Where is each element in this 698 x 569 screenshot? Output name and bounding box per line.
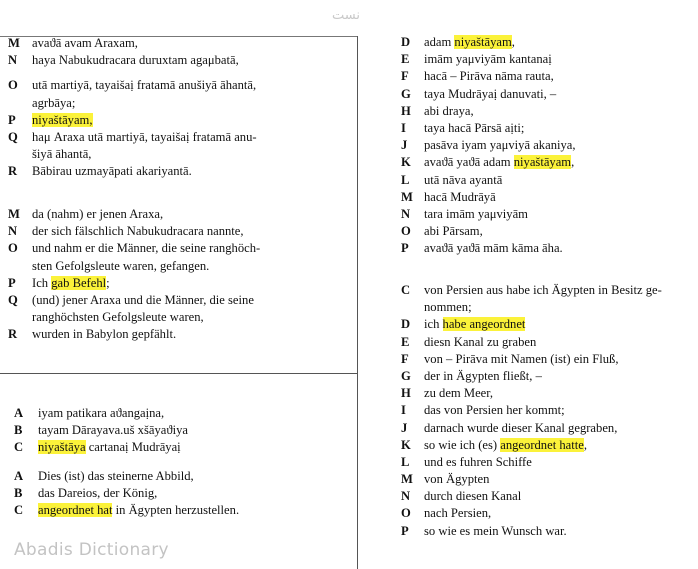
- line-content: zu dem Meer,: [424, 386, 494, 401]
- line-text: [424, 206, 528, 223]
- line-text: [32, 309, 204, 326]
- line-text: [424, 120, 524, 137]
- line-content: der in Ägypten fließt, –: [424, 368, 542, 383]
- line-text: [38, 485, 157, 502]
- line-content: Dies (ist) das steinerne Abbild,: [38, 469, 194, 483]
- line-letter: C: [14, 440, 24, 455]
- line-letter: M: [401, 189, 413, 204]
- line-text: [32, 35, 138, 52]
- line-letter: N: [401, 206, 411, 221]
- line-text: [424, 454, 532, 471]
- text-before-highlight: Ich: [32, 275, 52, 290]
- line-content: von Persien aus habe ich Ägypten in Besitz ge-: [424, 283, 662, 297]
- line-content: abi Pārsam,: [424, 224, 483, 239]
- line-content: tayam Dārayava.uš xšāyaϑiya: [38, 423, 188, 438]
- line-text: [424, 137, 576, 154]
- highlighted-term: habe angeordnet: [442, 317, 526, 332]
- line-letter: Q: [8, 292, 18, 307]
- line-text: [32, 223, 244, 240]
- line-content: hacā – Pirāva nāma rauta,: [424, 69, 554, 84]
- highlighted-term: niyaštāyam: [513, 155, 572, 170]
- line-content: das Dareios, der König,: [38, 486, 158, 501]
- line-letter: D: [401, 317, 411, 332]
- line-letter: A: [14, 469, 24, 483]
- line-letter: O: [401, 506, 411, 521]
- line-content: der sich fälschlich Nabukudracara nannte,: [32, 224, 244, 239]
- line-letter: L: [401, 172, 410, 187]
- text-after-highlight: ;: [106, 275, 110, 290]
- line-text: [424, 154, 574, 171]
- line-content: Bābirau uzmayāpati akariyantā.: [32, 164, 192, 179]
- highlighted-term: gab Befehl: [51, 275, 107, 290]
- line-text: [38, 502, 239, 519]
- line-letter: E: [401, 334, 410, 349]
- line-letter: B: [14, 423, 23, 438]
- line-text: [424, 505, 491, 522]
- line-content: (und) jener Araxa und die Männer, die seine: [32, 292, 254, 307]
- line-text: [424, 172, 502, 189]
- line-letter: N: [8, 53, 18, 68]
- line-content: haya Nabukudracara duruxtam agaμbatā,: [32, 53, 239, 68]
- line-content: utā nāva ayantā: [424, 172, 503, 187]
- line-text: [32, 292, 254, 309]
- line-text: [424, 385, 493, 402]
- line-letter: A: [14, 406, 24, 420]
- line-text: [32, 206, 163, 223]
- line-letter: L: [401, 454, 410, 469]
- line-letter: P: [401, 523, 409, 538]
- line-content: von Ägypten: [424, 472, 490, 487]
- line-letter: C: [14, 503, 24, 518]
- line-text: [424, 368, 542, 385]
- line-text: [32, 112, 93, 129]
- line-text: [32, 52, 239, 69]
- line-text: [424, 240, 563, 257]
- highlighted-term: niyaštāyam,: [32, 112, 93, 127]
- line-letter: N: [401, 489, 411, 504]
- line-text: [38, 405, 164, 422]
- line-content: šiyā āhantā,: [32, 147, 92, 162]
- line-letter: H: [401, 103, 411, 118]
- text-before-highlight: ich: [424, 317, 443, 332]
- text-after-highlight: in Ägypten herzustellen.: [112, 503, 240, 518]
- line-text: [424, 316, 525, 333]
- text-after-highlight: ,: [583, 437, 587, 452]
- line-text: [32, 326, 176, 343]
- line-letter: G: [401, 368, 411, 383]
- line-letter: B: [14, 486, 23, 501]
- line-text: [424, 299, 472, 316]
- line-letter: J: [401, 420, 408, 435]
- text-before-highlight: adam: [424, 35, 455, 49]
- line-letter: C: [401, 283, 411, 297]
- line-letter: H: [401, 386, 411, 401]
- line-letter: M: [8, 36, 20, 50]
- line-letter: Q: [8, 129, 18, 144]
- line-content: so wie es mein Wunsch war.: [424, 523, 567, 538]
- line-content: pasāva iyam yaμviyā akaniya,: [424, 138, 576, 153]
- highlighted-term: angeordnet hatte: [500, 437, 584, 452]
- line-letter: K: [401, 155, 411, 170]
- text-after-highlight: ,: [511, 35, 515, 49]
- line-content: avaϑā yaϑā mām kāma āha.: [424, 241, 563, 256]
- line-content: avaϑā avam Araxam,: [32, 36, 138, 50]
- line-text: [32, 146, 91, 163]
- line-text: [424, 223, 483, 240]
- line-content: da (nahm) er jenen Araxa,: [32, 207, 164, 221]
- line-text: [424, 34, 515, 51]
- text-after-highlight: ,: [571, 155, 575, 170]
- line-content: imām yaμviyām kantanaị: [424, 52, 552, 67]
- line-text: [424, 420, 617, 437]
- line-text: [424, 86, 556, 103]
- line-letter: F: [401, 69, 409, 84]
- line-text: [424, 103, 474, 120]
- line-content: das von Persien her kommt;: [424, 403, 565, 418]
- line-letter: J: [401, 138, 408, 153]
- line-letter: I: [401, 120, 406, 135]
- line-content: taya Mudrāyaị danuvati, –: [424, 86, 557, 101]
- highlighted-term: angeordnet hat: [38, 503, 113, 518]
- highlighted-term: niyaštāya: [38, 440, 86, 455]
- column-divider: [357, 36, 358, 569]
- line-content: utā martiyā, tayaišaị fratamā anušiyā āhantā,: [32, 78, 257, 93]
- line-text: [38, 439, 181, 456]
- line-content: diesn Kanal zu graben: [424, 334, 537, 349]
- line-letter: M: [8, 207, 20, 221]
- line-letter: I: [401, 403, 406, 418]
- line-content: durch diesen Kanal: [424, 489, 522, 504]
- line-content: und nahm er die Männer, die seine ranghöch-: [32, 241, 261, 256]
- line-letter: E: [401, 52, 410, 67]
- line-text: [424, 334, 536, 351]
- line-letter: O: [8, 241, 18, 256]
- line-content: ranghöchsten Gefolgsleute waren,: [32, 310, 204, 325]
- line-letter: M: [401, 472, 413, 487]
- line-text: [424, 351, 618, 368]
- line-content: wurden in Babylon gepfählt.: [32, 327, 177, 342]
- line-text: [32, 95, 75, 112]
- line-content: abi draya,: [424, 103, 474, 118]
- line-text: [32, 240, 260, 257]
- section-divider: [0, 373, 357, 374]
- text-before-highlight: avaϑā yaϑā adam: [424, 155, 514, 170]
- line-letter: K: [401, 437, 411, 452]
- line-content: taya hacā Pārsā aịti;: [424, 120, 525, 135]
- watermark-bottom: Abadis Dictionary: [14, 540, 169, 560]
- line-content: darnach wurde dieser Kanal gegraben,: [424, 420, 618, 435]
- line-letter: P: [8, 112, 16, 127]
- line-letter: D: [401, 35, 411, 49]
- line-content: von – Pirāva mit Namen (ist) ein Fluß,: [424, 351, 619, 366]
- line-letter: P: [8, 275, 16, 290]
- line-text: [32, 163, 192, 180]
- line-letter: R: [8, 327, 18, 342]
- line-text: [32, 258, 209, 275]
- line-text: [424, 189, 496, 206]
- line-text: [38, 422, 188, 439]
- line-letter: N: [8, 224, 18, 239]
- line-text: [38, 468, 194, 485]
- line-letter: O: [401, 224, 411, 239]
- line-content: agrbāya;: [32, 95, 76, 110]
- line-letter: O: [8, 78, 18, 93]
- line-text: [32, 275, 110, 292]
- line-text: [424, 488, 521, 505]
- line-letter: G: [401, 86, 411, 101]
- line-text: [424, 282, 662, 299]
- line-content: sten Gefolgsleute waren, gefangen.: [32, 258, 210, 273]
- text-after-highlight: cartanaị Mudrāyaị: [85, 440, 181, 455]
- line-text: [424, 51, 552, 68]
- line-text: [424, 437, 587, 454]
- line-content: nach Persien,: [424, 506, 492, 521]
- watermark-top: نست: [332, 8, 360, 23]
- line-letter: F: [401, 351, 409, 366]
- line-text: [424, 523, 567, 540]
- line-text: [32, 129, 257, 146]
- line-letter: P: [401, 241, 409, 256]
- text-before-highlight: so wie ich (es): [424, 437, 501, 452]
- line-content: nommen;: [424, 300, 472, 315]
- line-letter: R: [8, 164, 18, 179]
- line-content: tara imām yaμviyām: [424, 206, 528, 221]
- line-text: [424, 402, 565, 419]
- line-content: haμ Araxa utā martiyā, tayaišaị fratamā anu-: [32, 129, 257, 144]
- line-text: [424, 68, 554, 85]
- line-text: [424, 471, 489, 488]
- line-content: und es fuhren Schiffe: [424, 454, 532, 469]
- line-content: hacā Mudrāyā: [424, 189, 496, 204]
- line-text: [32, 77, 256, 94]
- highlighted-term: niyaštāyam: [454, 35, 512, 49]
- line-content: iyam patikara aϑangaịna,: [38, 406, 165, 420]
